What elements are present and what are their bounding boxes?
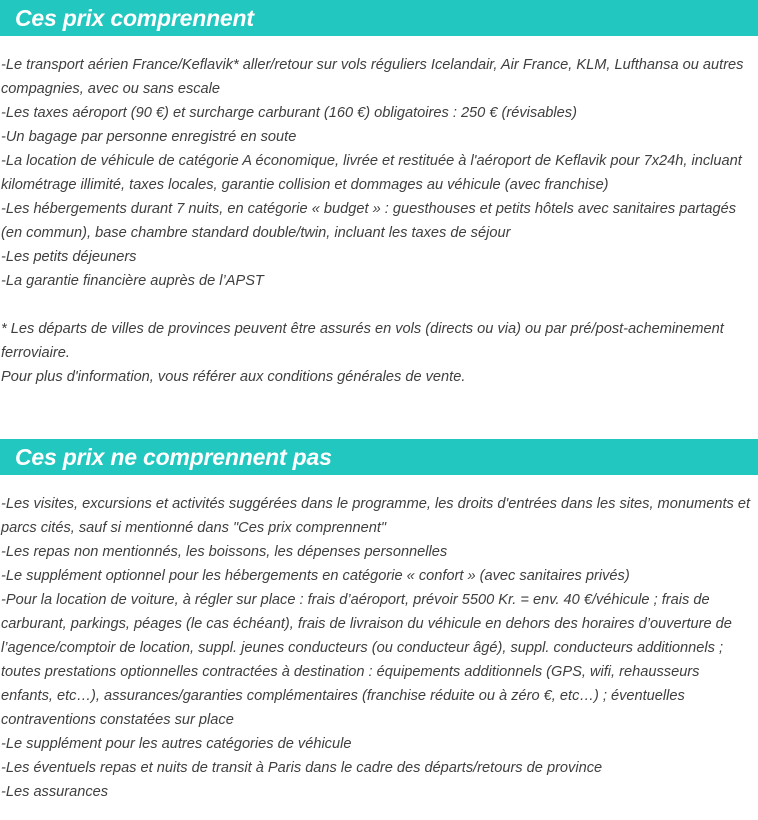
included-item: -Les petits déjeuners — [1, 249, 137, 265]
excluded-item: -Le supplément pour les autres catégories de véhicule — [1, 736, 352, 752]
excluded-list — [1, 492, 753, 804]
flight-footnote: * Les départs de villes de provinces peuvent être assurés en vols (directs ou via) ou par pré/post-acheminement ferroviaire. — [1, 321, 724, 361]
excluded-item: -Pour la location de voiture, à régler sur place : frais d’aéroport, prévoir 5500 Kr. = env. 40 €/véhicule ; frais de carburant, parkings, péages (le cas échéant), frais de livraison du véhicule en dehors des horaires d’ouverture de l’agence/comptoir de location, suppl. jeunes conducteurs (ou conducteur âgé), suppl. conducteurs additionnels ; toutes prestations optionnelles contractées à destination : équipements additionnels (GPS, wifi, rehausseurs enfants, etc…), assurances/garanties complémentaires (franchise réduite ou à zéro €, etc…) ; éventuelles contraventions constatées sur place — [1, 592, 732, 728]
included-header-banner — [0, 0, 758, 36]
excluded-section-title: Ces prix ne comprennent pas — [15, 444, 332, 470]
included-list — [1, 53, 753, 389]
excluded-header-banner — [0, 439, 758, 475]
included-item: -Un bagage par personne enregistré en soute — [1, 129, 297, 145]
more-info-text: Pour plus d'information, vous référer aux conditions générales de vente. — [1, 369, 466, 385]
included-item: -La location de véhicule de catégorie A économique, livrée et restituée à l'aéroport de Keflavik pour 7x24h, incluant kilométrage illimité, taxes locales, garantie collision et dommages au véhicule (avec franchise) — [1, 153, 742, 193]
included-item: -Les hébergements durant 7 nuits, en catégorie « budget » : guesthouses et petits hôtels avec sanitaires partagés (en commun), base chambre standard double/twin, incluant les taxes de séjour — [1, 201, 737, 241]
excluded-item: -Les visites, excursions et activités suggérées dans le programme, les droits d'entrées dans les sites, monuments et parcs cités, sauf si mentionné dans "Ces prix comprennent" — [1, 496, 751, 536]
excluded-item: -Le supplément optionnel pour les hébergements en catégorie « confort » (avec sanitaires privés) — [1, 568, 630, 584]
included-section-title: Ces prix comprennent — [15, 5, 254, 31]
excluded-item: -Les éventuels repas et nuits de transit à Paris dans le cadre des départs/retours de province — [1, 760, 603, 776]
excluded-item: -Les assurances — [1, 784, 109, 800]
included-item: -La garantie financière auprès de l’APST — [1, 273, 264, 289]
included-item: -Le transport aérien France/Keflavik* aller/retour sur vols réguliers Icelandair, Air France, KLM, Lufthansa ou autres compagnies, avec ou sans escale — [1, 57, 744, 97]
excluded-item: -Les repas non mentionnés, les boissons, les dépenses personnelles — [1, 544, 448, 560]
included-item: -Les taxes aéroport (90 €) et surcharge carburant (160 €) obligatoires : 250 € (révisables) — [1, 105, 577, 121]
